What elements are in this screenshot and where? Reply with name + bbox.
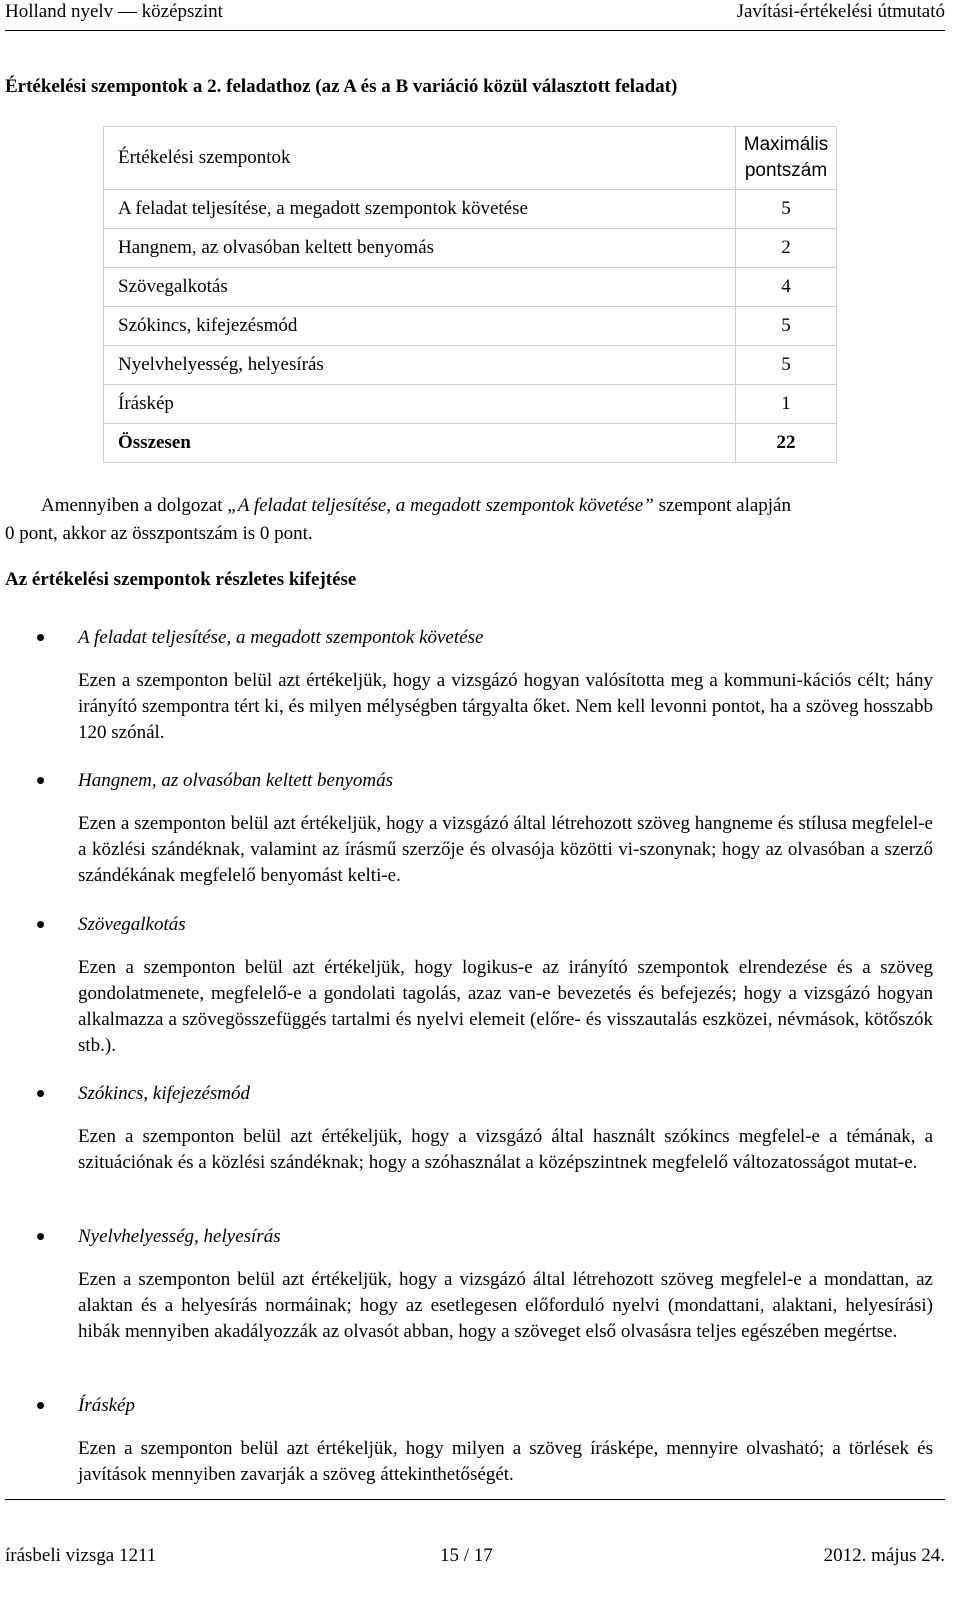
footer-date: 2012. május 24. (823, 1545, 945, 1566)
criteria-points: 1 (736, 385, 837, 424)
bullet-icon (37, 634, 44, 641)
criteria-table (103, 126, 837, 463)
note-emphasis: „A feladat teljesítése, a megadott szempontok követése” (227, 495, 654, 516)
criteria-label: A feladat teljesítése, a megadott szempontok követése (104, 190, 736, 229)
criterion-title: Íráskép (78, 1395, 135, 1416)
criterion-description: Ezen a szemponton belül azt értékeljük, hogy a vizsgázó által létrehozott szöveg megfelel-e a mondattan, az alaktan és a helyesírás normáinak; hogy az esetlegesen előforduló nyelvi (mondattani, alaktani, helyesírási) hibák mennyiben akadályozzák az olvasót abban, hogy a szöveget első olvasásra teljes egészében megértse. (78, 1269, 933, 1342)
criterion-title: Szókincs, kifejezésmód (78, 1083, 251, 1104)
criteria-column-header: Értékelési szempontok (104, 127, 736, 190)
bullet-icon (37, 1402, 44, 1409)
criteria-points: 2 (736, 229, 837, 268)
criterion-title: Nyelvhelyesség, helyesírás (78, 1226, 281, 1247)
criteria-label: Hangnem, az olvasóban keltett benyomás (104, 229, 736, 268)
note-line2: 0 pont, akkor az összpontszám is 0 pont. (5, 523, 313, 544)
table-row (104, 385, 837, 424)
page-footer (5, 1499, 945, 1610)
criteria-label: Nyelvhelyesség, helyesírás (104, 346, 736, 385)
footer-exam-code: írásbeli vizsga 1211 (5, 1545, 157, 1566)
criterion-title: Szövegalkotás (78, 914, 186, 935)
criterion-description: Ezen a szemponton belül azt értékeljük, hogy a vizsgázó által használt szókincs megfelel-e a témának, a szituációnak és a közlési szándéknak; hogy a szóhasználat a középszintnek megfelelő változatosságot mutat-e. (78, 1126, 933, 1173)
details-title: Az értékelési szempontok részletes kifejtése (5, 569, 357, 590)
bullet-icon (37, 777, 44, 784)
table-row (104, 346, 837, 385)
bullet-icon (37, 1090, 44, 1097)
note-text-before: Amennyiben a dolgozat (41, 495, 228, 516)
section-title: Értékelési szempontok a 2. feladathoz (az A és a B variáció közül választott feladat) (5, 76, 678, 97)
total-points: 22 (736, 424, 837, 463)
criteria-points: 4 (736, 268, 837, 307)
bullet-icon (37, 921, 44, 928)
table-header-row (104, 127, 837, 190)
table-row (104, 190, 837, 229)
criterion-title: Hangnem, az olvasóban keltett benyomás (78, 770, 394, 791)
criteria-points: 5 (736, 346, 837, 385)
criterion-description: Ezen a szemponton belül azt értékeljük, hogy milyen a szöveg írásképe, mennyire olvasható; a törlések és javítások mennyiben zavarják a szöveg áttekinthetőségét. (78, 1438, 933, 1485)
max-points-header-line1: Maximális (743, 134, 829, 155)
total-label: Összesen (104, 424, 736, 463)
criteria-points: 5 (736, 190, 837, 229)
max-points-header-line2: pontszám (744, 160, 828, 181)
zero-points-note (5, 492, 930, 548)
criterion-description: Ezen a szemponton belül azt értékeljük, hogy a vizsgázó hogyan valósította meg a kommuni-kációs célt; hány irányító szempontra tért ki, és milyen mélységben tárgyalta őket. Nem kell levonni pontot, ha a szöveg hosszabb 120 szónál. (78, 670, 933, 743)
criterion-description: Ezen a szemponton belül azt értékeljük, hogy a vizsgázó által létrehozott szöveg hangneme és stílusa megfelel-e a közlési szándéknak, valamint az írásmű szerzője és olvasója közötti vi-szonynak; hogy az olvasóban a szerző szándékának megfelelő benyomást kelti-e. (78, 813, 933, 886)
criteria-label: Szövegalkotás (104, 268, 736, 307)
criteria-label: Íráskép (104, 385, 736, 424)
criterion-description: Ezen a szemponton belül azt értékeljük, hogy logikus-e az irányító szempontok elrendezése és a szöveg gondolatmenete, megfelelő-e a gondolati tagolás, azaz van-e bevezetés és befejezés; hogy a vizsgázó hogyan alkalmazza a szövegösszefüggés tartalmi és nyelvi elemeit (előre- és visszautalás eszközei, névmások, kötőszók stb.). (78, 957, 933, 1056)
bullet-icon (37, 1233, 44, 1240)
max-points-column-header (736, 127, 837, 190)
header-guide-title: Javítási-értékelési útmutató (736, 1, 945, 22)
page-header (5, 0, 945, 31)
criterion-title: A feladat teljesítése, a megadott szempontok követése (78, 627, 484, 648)
footer-page-number: 15 / 17 (440, 1545, 493, 1566)
criteria-points: 5 (736, 307, 837, 346)
note-text-after: szempont alapján (653, 495, 791, 516)
table-row (104, 307, 837, 346)
table-row (104, 229, 837, 268)
total-row (104, 424, 837, 463)
table-row (104, 268, 837, 307)
header-subject: Holland nyelv — középszint (5, 1, 223, 22)
criteria-label: Szókincs, kifejezésmód (104, 307, 736, 346)
